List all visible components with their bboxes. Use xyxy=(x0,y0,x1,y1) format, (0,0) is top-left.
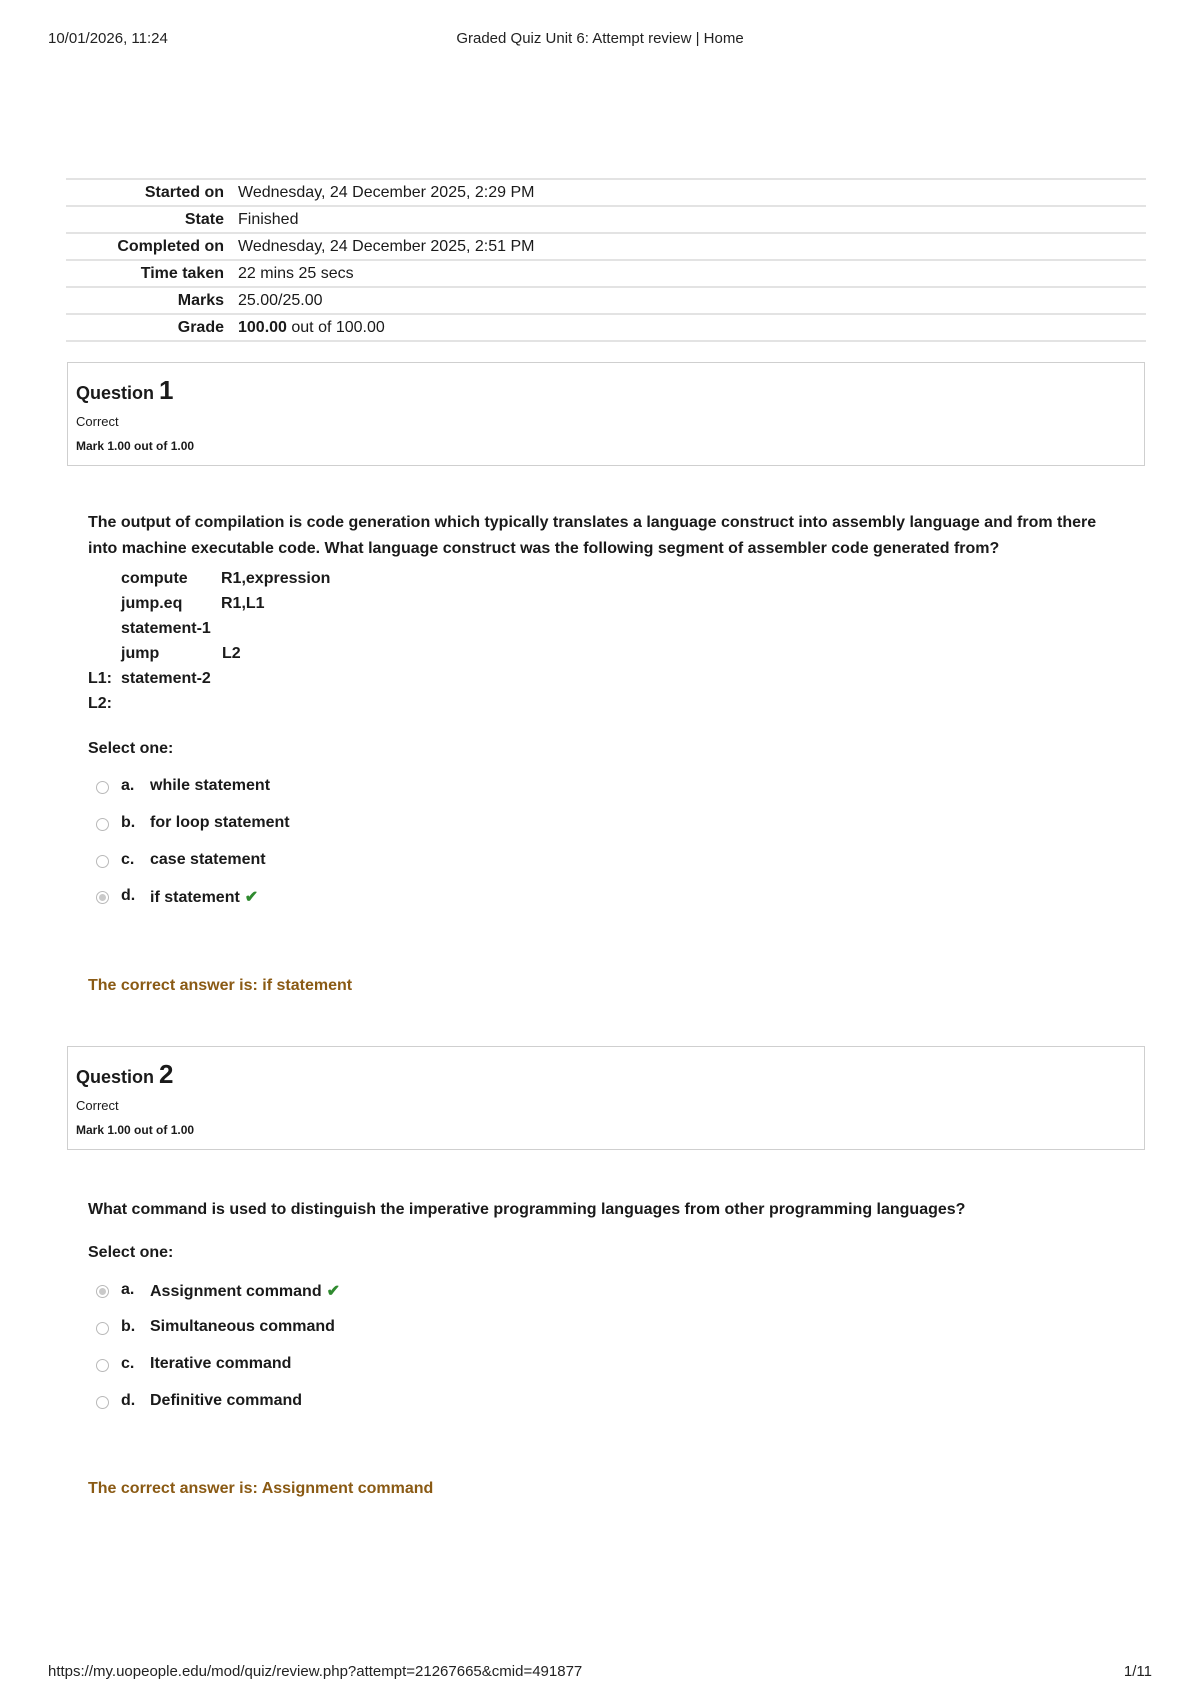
radio-button-selected[interactable] xyxy=(96,891,109,904)
option-letter: d. xyxy=(121,887,136,904)
radio-button[interactable] xyxy=(96,1359,109,1372)
summary-row xyxy=(66,179,1146,206)
grade-score: 100.00 xyxy=(238,318,287,336)
code-arg: L2 xyxy=(222,645,241,662)
print-footer xyxy=(48,1663,1152,1683)
correct-answer-feedback: The correct answer is: Assignment command xyxy=(88,1480,434,1497)
option-text: Iterative command xyxy=(150,1355,292,1372)
code-op: statement-2 xyxy=(121,670,211,687)
code-arg: R1,expression xyxy=(221,570,331,587)
radio-button-selected[interactable] xyxy=(96,1285,109,1298)
code-op: statement-1 xyxy=(121,620,211,637)
question-title xyxy=(76,1059,1136,1090)
code-op: jump.eq xyxy=(121,595,183,612)
radio-button[interactable] xyxy=(96,781,109,794)
option-text-label: Assignment command xyxy=(150,1283,322,1300)
question-title xyxy=(76,375,1136,406)
summary-label: Started on xyxy=(144,183,224,201)
select-one-label: Select one: xyxy=(88,1244,174,1261)
summary-label: Grade xyxy=(177,318,224,336)
select-one-label: Select one: xyxy=(88,740,174,757)
print-date: 10/01/2026, 11:24 xyxy=(48,30,168,47)
summary-value: 25.00/25.00 xyxy=(238,291,323,309)
summary-label: Completed on xyxy=(117,237,224,255)
radio-button[interactable] xyxy=(96,1322,109,1335)
summary-row xyxy=(66,287,1146,314)
question-number: 2 xyxy=(159,1059,174,1089)
option-text xyxy=(150,1281,340,1301)
code-op: compute xyxy=(121,570,188,587)
code-label: L2: xyxy=(88,695,112,712)
summary-row xyxy=(66,233,1146,260)
summary-row xyxy=(66,206,1146,233)
question-1-text: The output of compilation is code generation which typically translates a language construct into assembly language and from there into machine executable code. What language construct was the following segment of assembler code generated from? xyxy=(88,514,1097,557)
check-icon: ✔ xyxy=(244,889,259,906)
summary-value: 22 mins 25 secs xyxy=(238,264,354,282)
question-label: Question xyxy=(76,1067,155,1087)
attempt-summary-table xyxy=(66,178,1146,342)
question-grade: Mark 1.00 out of 1.00 xyxy=(76,1123,195,1137)
option-letter: b. xyxy=(121,1318,136,1335)
print-header xyxy=(48,30,1152,50)
option-letter: c. xyxy=(121,1355,135,1372)
grade-total: out of 100.00 xyxy=(286,318,385,336)
print-title: Graded Quiz Unit 6: Attempt review | Home xyxy=(456,30,744,47)
summary-value: Wednesday, 24 December 2025, 2:29 PM xyxy=(238,183,535,201)
summary-label: State xyxy=(184,210,224,228)
option-text-label: if statement xyxy=(150,889,240,906)
option-letter: c. xyxy=(121,851,135,868)
summary-value: Finished xyxy=(238,210,299,228)
question-1-info xyxy=(67,362,1145,466)
page-count: 1/11 xyxy=(1123,1663,1152,1680)
code-op: jump xyxy=(121,645,160,662)
option-text: for loop statement xyxy=(150,814,290,831)
option-letter: b. xyxy=(121,814,136,831)
option-text xyxy=(150,887,258,907)
summary-label: Marks xyxy=(177,291,224,309)
radio-button[interactable] xyxy=(96,855,109,868)
question-number: 1 xyxy=(159,375,174,405)
check-icon: ✔ xyxy=(326,1283,340,1300)
option-letter: a. xyxy=(121,1281,135,1298)
option-text: while statement xyxy=(150,777,271,794)
question-state: Correct xyxy=(76,414,119,429)
option-text: Definitive command xyxy=(150,1392,303,1409)
option-letter: a. xyxy=(121,777,135,794)
option-letter: d. xyxy=(121,1392,136,1409)
summary-row xyxy=(66,260,1146,287)
option-text: case statement xyxy=(150,851,266,868)
question-2-info xyxy=(67,1046,1145,1150)
summary-row xyxy=(66,314,1146,341)
correct-answer-feedback: The correct answer is: if statement xyxy=(88,977,353,994)
summary-value: Wednesday, 24 December 2025, 2:51 PM xyxy=(238,237,535,255)
question-2-text: What command is used to distinguish the imperative programming languages from other programming languages? xyxy=(88,1201,966,1218)
radio-button[interactable] xyxy=(96,818,109,831)
print-url: https://my.uopeople.edu/mod/quiz/review.php?attempt=21267665&cmid=491877 xyxy=(48,1663,583,1680)
code-label: L1: xyxy=(88,670,112,687)
question-grade: Mark 1.00 out of 1.00 xyxy=(76,439,195,453)
option-text: Simultaneous command xyxy=(150,1318,335,1335)
question-state: Correct xyxy=(76,1098,119,1113)
summary-value xyxy=(238,314,1146,341)
summary-label: Time taken xyxy=(140,264,224,282)
radio-button[interactable] xyxy=(96,1396,109,1409)
code-arg: R1,L1 xyxy=(221,595,265,612)
question-label: Question xyxy=(76,383,155,403)
